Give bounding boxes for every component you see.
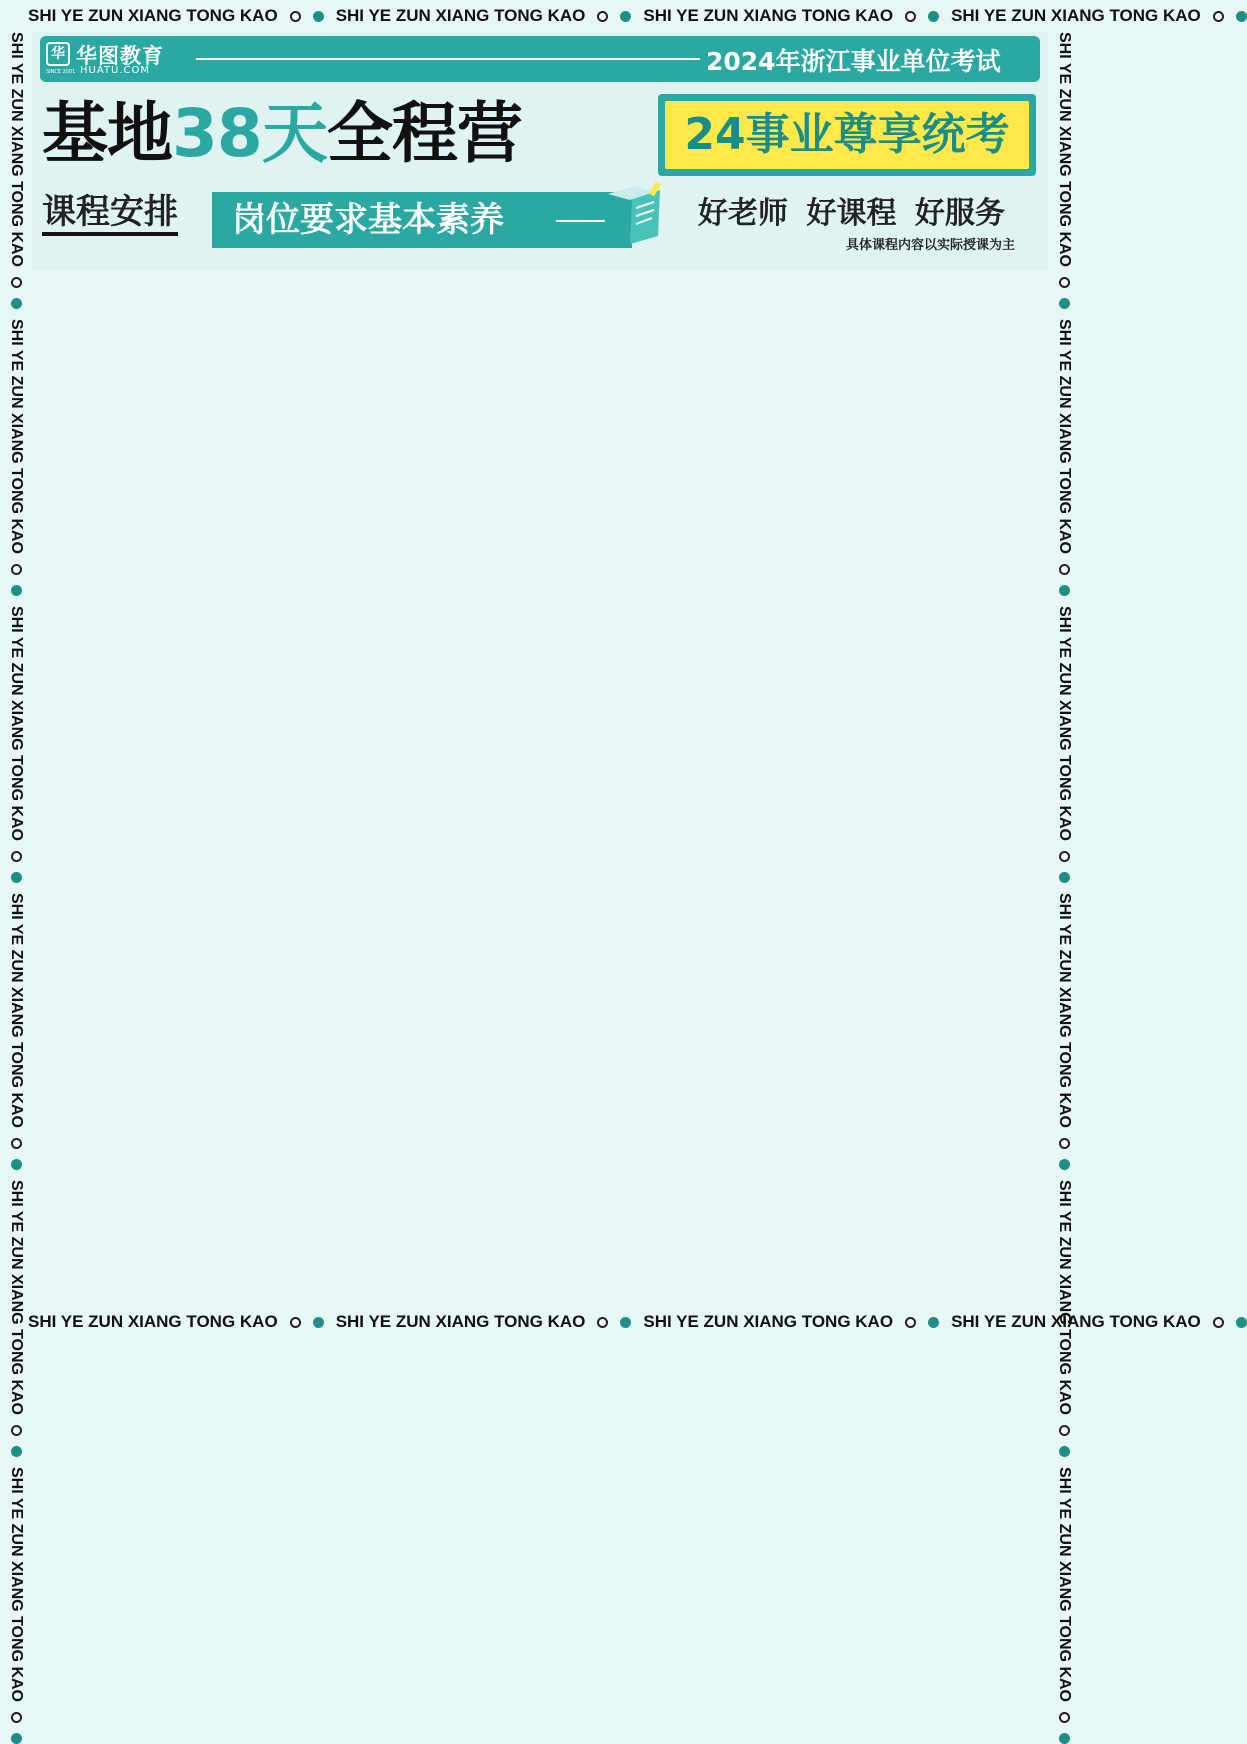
book-icon: [596, 178, 666, 246]
dot-icon: [313, 11, 324, 22]
ring-dot-icon: [1059, 1138, 1070, 1149]
ring-dot-icon: [597, 1317, 608, 1328]
ring-dot-icon: [11, 1425, 22, 1436]
requirement-text: 岗位要求基本素养: [232, 200, 504, 240]
badge: [658, 94, 1036, 176]
right-border-strip: [1048, 32, 1080, 1702]
dot-icon: [1059, 872, 1070, 883]
border-text: SHI YE ZUN XIANG TONG KAO: [1056, 32, 1073, 267]
top-border-strip: [0, 0, 1201, 32]
ring-dot-icon: [1059, 851, 1070, 862]
exam-title: 2024年浙江事业单位考试: [706, 47, 1001, 76]
ring-dot-icon: [597, 11, 608, 22]
left-border-strip: [0, 32, 32, 1702]
dot-icon: [11, 585, 22, 596]
ring-dot-icon: [1059, 564, 1070, 575]
border-text: SHI YE ZUN XIANG TONG KAO: [8, 1180, 25, 1415]
border-text: SHI YE ZUN XIANG TONG KAO: [8, 32, 25, 267]
border-text: SHI YE ZUN XIANG TONG KAO: [643, 6, 894, 25]
ring-dot-icon: [11, 277, 22, 288]
ring-dot-icon: [1059, 1425, 1070, 1436]
main-title-a: 基地: [42, 95, 172, 172]
border-text: SHI YE ZUN XIANG TONG KAO: [8, 319, 25, 554]
course-caption: 课程安排: [42, 192, 178, 236]
ring-dot-icon: [905, 11, 916, 22]
dot-icon: [928, 11, 939, 22]
border-text: SHI YE ZUN XIANG TONG KAO: [335, 1312, 586, 1331]
ring-dot-icon: [290, 1317, 301, 1328]
dot-icon: [1236, 11, 1247, 22]
ring-dot-icon: [1213, 1317, 1224, 1328]
border-text: SHI YE ZUN XIANG TONG KAO: [1056, 1180, 1073, 1415]
ring-dot-icon: [905, 1317, 916, 1328]
border-text: SHI YE ZUN XIANG TONG KAO: [1056, 319, 1073, 554]
ring-dot-icon: [1213, 11, 1224, 22]
dot-icon: [313, 1317, 324, 1328]
border-text: SHI YE ZUN XIANG TONG KAO: [28, 6, 278, 25]
main-title: [42, 96, 522, 172]
main-title-c: 全程营: [326, 95, 522, 172]
border-text: SHI YE ZUN XIANG TONG KAO: [8, 606, 25, 841]
dot-icon: [1059, 298, 1070, 309]
border-text: SHI YE ZUN XIANG TONG KAO: [28, 1312, 278, 1331]
dot-icon: [620, 1317, 631, 1328]
border-text: SHI YE ZUN XIANG TONG KAO: [951, 6, 1201, 25]
border-text: SHI YE ZUN XIANG TONG KAO: [335, 6, 586, 25]
border-text: SHI YE ZUN XIANG TONG KAO: [951, 1312, 1201, 1331]
ring-dot-icon: [11, 1712, 22, 1723]
brand-name: 华图教育: [76, 44, 164, 68]
badge-text: 24事业尊享统考: [665, 101, 1029, 169]
dot-icon: [11, 1159, 22, 1170]
brand-domain: HUATU.COM: [80, 65, 150, 76]
dot-icon: [1059, 1159, 1070, 1170]
dot-icon: [928, 1317, 939, 1328]
border-text: SHI YE ZUN XIANG TONG KAO: [1056, 1467, 1073, 1702]
brand-since: SINCE 2001: [46, 69, 76, 75]
main-title-b: 38天: [172, 95, 327, 172]
border-text: SHI YE ZUN XIANG TONG KAO: [1056, 606, 1073, 841]
ring-dot-icon: [11, 564, 22, 575]
border-text: SHI YE ZUN XIANG TONG KAO: [1056, 893, 1073, 1128]
dot-icon: [1059, 1446, 1070, 1457]
ring-dot-icon: [11, 1138, 22, 1149]
ring-dot-icon: [11, 851, 22, 862]
note: 具体课程内容以实际授课为主: [846, 238, 1016, 253]
dot-icon: [1059, 1733, 1070, 1744]
ring-dot-icon: [290, 11, 301, 22]
ring-dot-icon: [1059, 277, 1070, 288]
bottom-border-strip: [0, 1306, 1201, 1338]
brand-logo: [46, 40, 186, 78]
dot-icon: [1236, 1317, 1247, 1328]
slogan: 好老师 好课程 好服务: [698, 196, 1005, 231]
border-text: SHI YE ZUN XIANG TONG KAO: [8, 1467, 25, 1702]
border-text: SHI YE ZUN XIANG TONG KAO: [8, 893, 25, 1128]
border-text: SHI YE ZUN XIANG TONG KAO: [643, 1312, 894, 1331]
dot-icon: [11, 298, 22, 309]
logo-mark-icon: 华: [46, 42, 70, 66]
dot-icon: [11, 1733, 22, 1744]
dot-icon: [620, 11, 631, 22]
ring-dot-icon: [1059, 1712, 1070, 1723]
dot-icon: [1059, 585, 1070, 596]
top-divider: [196, 58, 700, 60]
dot-icon: [11, 872, 22, 883]
dot-icon: [11, 1446, 22, 1457]
